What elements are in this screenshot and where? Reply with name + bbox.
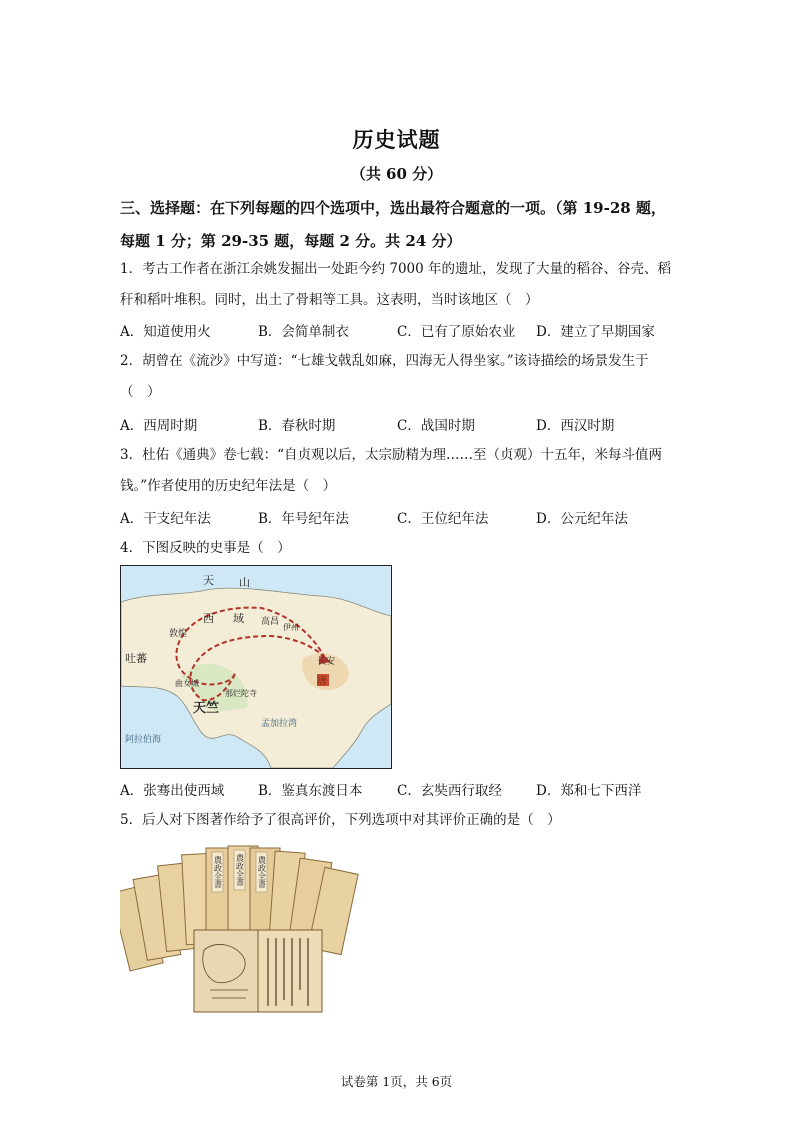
map-label-xi: 西	[203, 613, 214, 625]
map-label-yizhou: 伊州	[283, 623, 299, 632]
page-subtitle: （共 60 分）	[350, 165, 443, 183]
map-label-tubo: 吐蕃	[125, 653, 147, 665]
option-a[interactable]: A．知道使用火	[120, 324, 211, 340]
map-label-tianzhu: 天竺	[193, 700, 220, 715]
page-footer: 试卷第 1页，共 6页	[340, 1074, 453, 1089]
question-2-options	[120, 414, 700, 436]
map-label-shan: 山	[239, 577, 250, 589]
map-label-nalanda: 那烂陀寺	[225, 689, 257, 698]
option-a[interactable]: A．张骞出使西域	[120, 783, 225, 799]
question-4-stem: 4．下图反映的史事是（ ）	[120, 540, 291, 556]
option-d[interactable]: D．郑和七下西洋	[536, 783, 642, 799]
option-c[interactable]: C．玄奘西行取经	[397, 783, 502, 799]
map-label-gaochang: 高昌	[261, 616, 280, 626]
page-title: 历史试题	[352, 127, 441, 152]
map-label-dunhuang: 敦煌	[169, 628, 188, 638]
map-label-yu: 域	[233, 613, 244, 625]
option-d[interactable]: D．建立了早期国家	[536, 324, 655, 340]
book-photo	[120, 840, 370, 1015]
map-label-changan: 长安	[317, 656, 336, 666]
section-heading: 三、选择题：在下列每题的四个选项中，选出最符合题意的一项。（第 19-28 题，每题 1 分；第 29-35 题，每题 2 分。共 24 分）	[120, 199, 666, 250]
question-3-options	[120, 507, 700, 529]
option-b[interactable]: B．会简单制衣	[258, 324, 349, 340]
book-spine-text: 農政全書	[257, 856, 267, 888]
book-illustration	[120, 840, 370, 1015]
option-b[interactable]: B．春秋时期	[258, 418, 336, 434]
question-1-options	[120, 320, 700, 342]
question-2-stem: 2．胡曾在《流沙》中写道：“七雄戈戟乱如麻，四海无人得坐家。”该诗描绘的场景发生于（ ）	[120, 353, 649, 400]
route-map-image	[120, 565, 392, 769]
option-c[interactable]: C．战国时期	[397, 418, 475, 434]
option-a[interactable]: A．干支纪年法	[120, 511, 211, 527]
map-label-tang: 唐	[317, 676, 327, 687]
book-spine-text: 農政全書	[213, 856, 223, 888]
map-label-qunvcheng: 曲女城	[175, 679, 199, 688]
question-3-stem: 3．杜佑《通典》卷七载：“自贞观以后，太宗励精为理……至（贞观）十五年，米每斗值两钱。”作者使用的历史纪年法是（ ）	[120, 447, 662, 494]
option-a[interactable]: A．西周时期	[120, 418, 198, 434]
question-5-stem: 5．后人对下图著作给予了很高评价，下列选项中对其评价正确的是（ ）	[120, 812, 561, 828]
option-b[interactable]: B．年号纪年法	[258, 511, 349, 527]
option-b[interactable]: B．鉴真东渡日本	[258, 783, 363, 799]
question-1-stem: 1．考古工作者在浙江余姚发掘出一处距今约 7000 年的遗址，发现了大量的稻谷、谷壳、稻秆和稻叶堆积。同时，出土了骨耜等工具。这表明，当时该地区（ ）	[120, 261, 672, 308]
question-4-options	[120, 779, 700, 801]
option-c[interactable]: C．王位纪年法	[397, 511, 489, 527]
open-book-left-page	[194, 930, 258, 1012]
map-label-arabian-sea: 阿拉伯海	[125, 734, 162, 744]
book-spine-text: 農政全書	[235, 854, 245, 886]
option-d[interactable]: D．公元纪年法	[536, 511, 628, 527]
map-label-tian: 天	[203, 575, 214, 587]
map-label-bay-of-bengal: 孟加拉湾	[261, 718, 298, 728]
route-map	[121, 566, 391, 768]
option-d[interactable]: D．西汉时期	[536, 418, 615, 434]
option-c[interactable]: C．已有了原始农业	[397, 324, 516, 340]
